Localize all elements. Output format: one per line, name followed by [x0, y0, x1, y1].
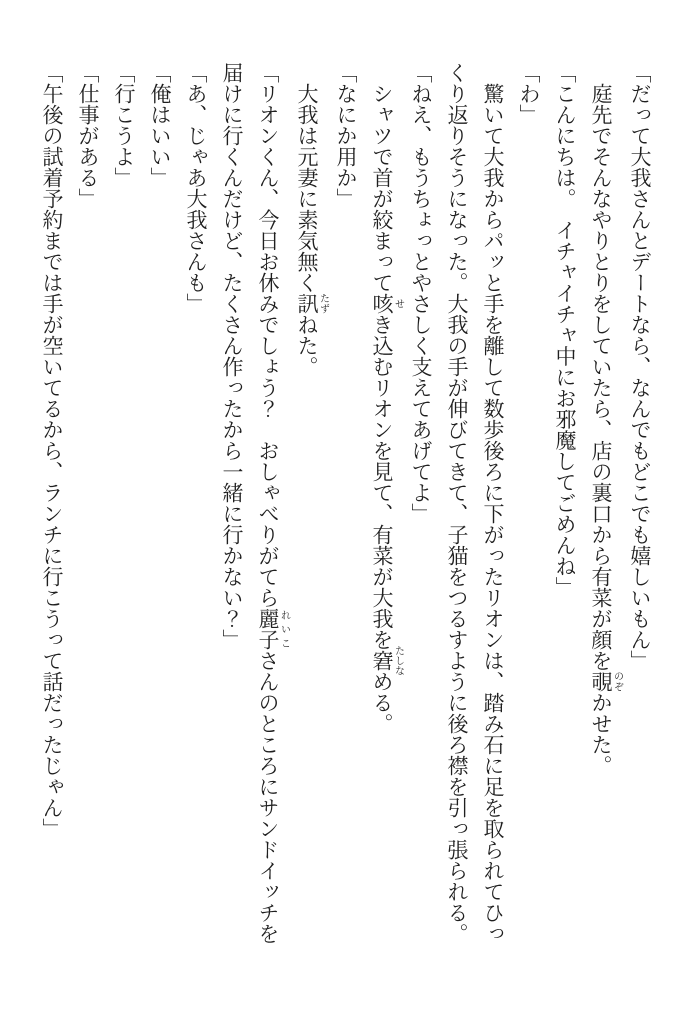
paragraph-8: 「なにか用か」: [334, 62, 358, 209]
paragraph-7: シャツで首が絞まって咳せき込むリオンを見て、有菜が大我を窘たしなめる。: [370, 62, 404, 734]
paragraph-6: 「ねえ、もうちょっとやさしく支えてあげてよ」: [409, 62, 433, 524]
page-text: [34, 62, 658, 946]
paragraph-1: 「だって大我さんとデートなら、なんでもどこでも嬉しいもん」: [628, 62, 652, 671]
paragraph-11: 「あ、じゃあ大我さんも」: [184, 62, 208, 314]
paragraph-2: 庭先でそんなやりとりをしていたら、店の裏口から有菜が顔を覗のぞかせた。: [589, 62, 623, 776]
paragraph-14: 「仕事がある」: [76, 62, 100, 209]
paragraph-3: 「こんにちは。 イチャイチャ中にお邪魔してごめんね」: [553, 62, 577, 598]
paragraph-15: 「午後の試着予約までは手が空いてるから、ランチに行こうって話だったじゃん」: [40, 62, 64, 839]
paragraph-10: 「リオンくん、今日お休みでしょう？ おしゃべりがてら麗子れいこさんのところにサンドイッチを届けに行くんだけど、たくさん作ったから一緒に行かない？」: [220, 62, 290, 944]
furigana: 覗のぞ: [589, 671, 623, 692]
paragraph-13: 「行こうよ」: [112, 62, 136, 188]
paragraph-4: 「わ」: [517, 62, 541, 125]
furigana: 咳せ: [370, 293, 404, 314]
paragraph-12: 「俺はいい」: [148, 62, 172, 188]
furigana: 訊たず: [295, 293, 329, 314]
paragraph-9: 大我は元妻に素気無く訊たずねた。: [295, 62, 329, 377]
furigana: 窘たしな: [370, 645, 404, 676]
paragraph-5: 驚いて大我からパッと手を離して数歩後ろに下がったリオンは、踏み石に足を取られてひっくり返りそうになった。大我の手が伸びてきて、子猫をつるすように後ろ襟を引っ張られる。: [445, 62, 505, 944]
furigana: 麗子れいこ: [256, 608, 290, 650]
